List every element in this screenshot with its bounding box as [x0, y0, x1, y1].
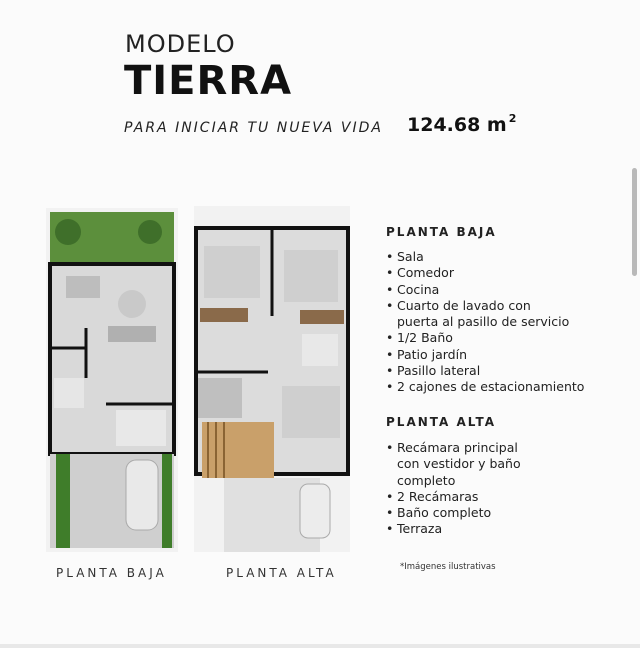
feature-item: • 2 cajones de estacionamiento — [384, 379, 584, 395]
feature-item: • Sala — [384, 249, 584, 265]
upper-floor-title: PLANTA ALTA — [386, 415, 496, 429]
ground-floor-title: PLANTA BAJA — [386, 225, 497, 239]
ground-floor-caption: PLANTA BAJA — [56, 566, 167, 580]
upper-floor-caption: PLANTA ALTA — [226, 566, 337, 580]
feature-item: • Patio jardín — [384, 347, 584, 363]
upper-floor-features — [384, 440, 521, 538]
tagline: PARA INICIAR TU NUEVA VIDA — [124, 120, 383, 136]
illustrative-note: *Imágenes ilustrativas — [400, 562, 496, 572]
feature-item: • Pasillo lateral — [384, 363, 584, 379]
feature-item: • Comedor — [384, 265, 584, 281]
feature-item: • Recámara principal — [384, 440, 521, 456]
bottom-edge — [0, 644, 640, 648]
feature-item: • Terraza — [384, 521, 521, 537]
feature-item: • 2 Recámaras — [384, 489, 521, 505]
model-label: MODELO — [125, 30, 236, 58]
feature-item: • Cocina — [384, 282, 584, 298]
feature-item-continued: completo — [397, 472, 456, 488]
model-name: TIERRA — [124, 58, 293, 104]
ground-floor-features — [384, 249, 584, 396]
area-value: 124.68 m $^2$ — [407, 112, 517, 136]
ground-floor-plan-image — [46, 208, 178, 552]
upper-floor-plan-image — [194, 206, 350, 552]
feature-item: • Baño completo — [384, 505, 521, 521]
scrollbar-thumb[interactable] — [632, 168, 637, 276]
feature-item-continued: con vestidor y baño — [397, 456, 521, 472]
feature-item: • 1/2 Baño — [384, 330, 584, 346]
feature-item: • Cuarto de lavado con — [384, 298, 584, 314]
feature-item-continued: puerta al pasillo de servicio — [397, 314, 570, 330]
